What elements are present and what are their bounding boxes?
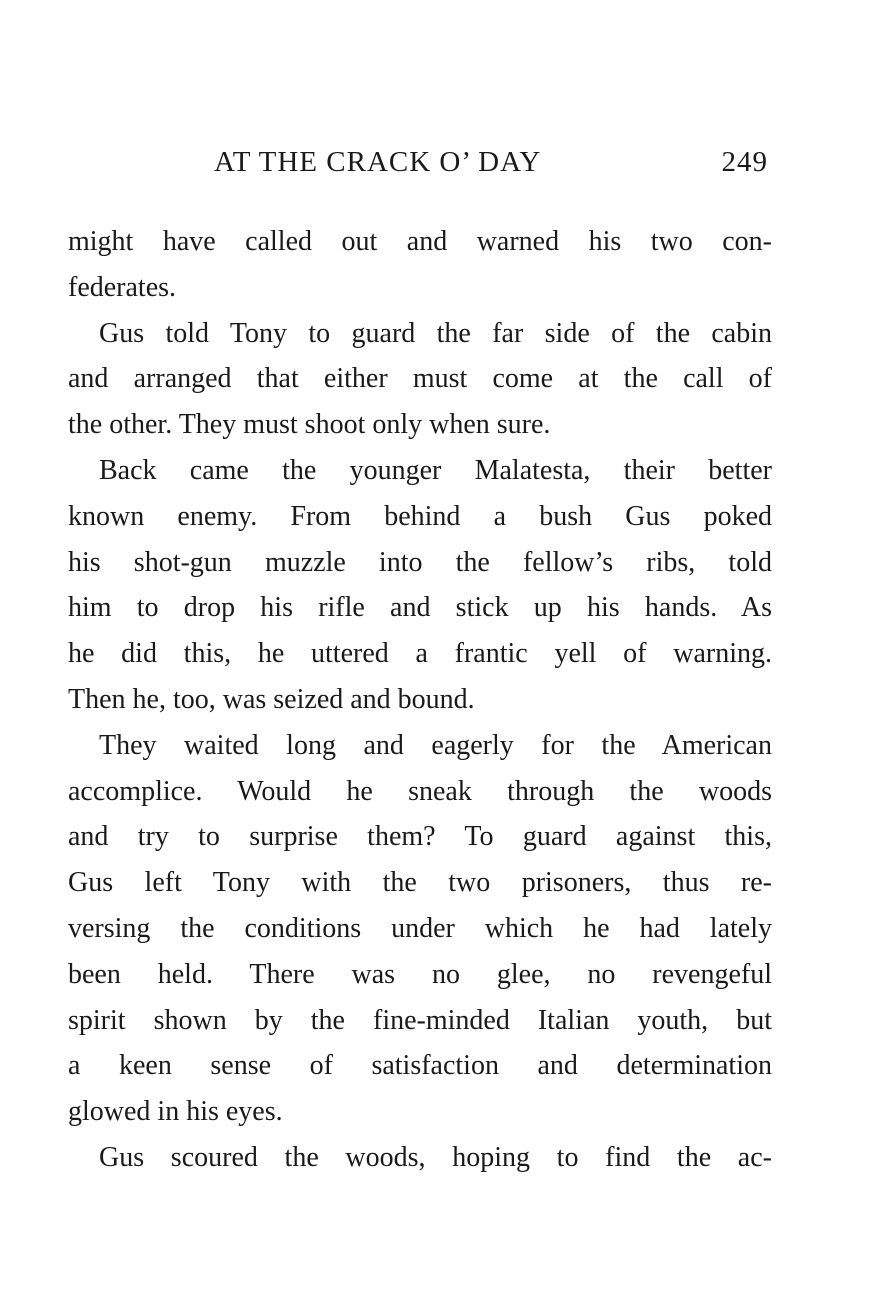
text-line: might have called out and warned his two con- [68,226,772,257]
text-line: him to drop his rifle and stick up his hands. As [68,592,772,624]
page-number: 249 [721,146,768,178]
text-line: been held. There was no glee, no revengeful [68,958,772,990]
text-line: Back came the younger Malatesta, their better [99,454,772,486]
text-line: and try to surprise them? To guard against this, [68,821,772,853]
text-line: his shot-gun muzzle into the fellow’s ribs, told [68,546,772,578]
running-title: AT THE CRACK O’ DAY [214,146,542,178]
text-line: a keen sense of satisfaction and determination [68,1050,772,1082]
text-line: versing the conditions under which he had lately [68,912,772,944]
body-text [68,219,772,1181]
text-line: spirit shown by the fine-minded Italian youth, but [68,1004,772,1036]
text-line: Gus told Tony to guard the far side of the cabin [99,317,772,349]
text-line: accomplice. Would he sneak through the woods [68,775,772,807]
text-line: Gus scoured the woods, hoping to find the ac- [99,1141,772,1173]
text-line: he did this, he uttered a frantic yell of warning. [68,638,772,670]
text-line: Gus left Tony with the two prisoners, thus re- [68,867,772,899]
text-line: glowed in his eyes. [68,1096,283,1128]
text-line: They waited long and eagerly for the American [99,729,772,761]
text-line: Then he, too, was seized and bound. [68,683,475,715]
running-head [70,142,770,186]
text-line: the other. They must shoot only when sure. [68,409,551,441]
text-line: and arranged that either must come at the call of [68,363,772,395]
text-line: known enemy. From behind a bush Gus poked [68,500,772,532]
text-line: federates. [68,271,177,303]
